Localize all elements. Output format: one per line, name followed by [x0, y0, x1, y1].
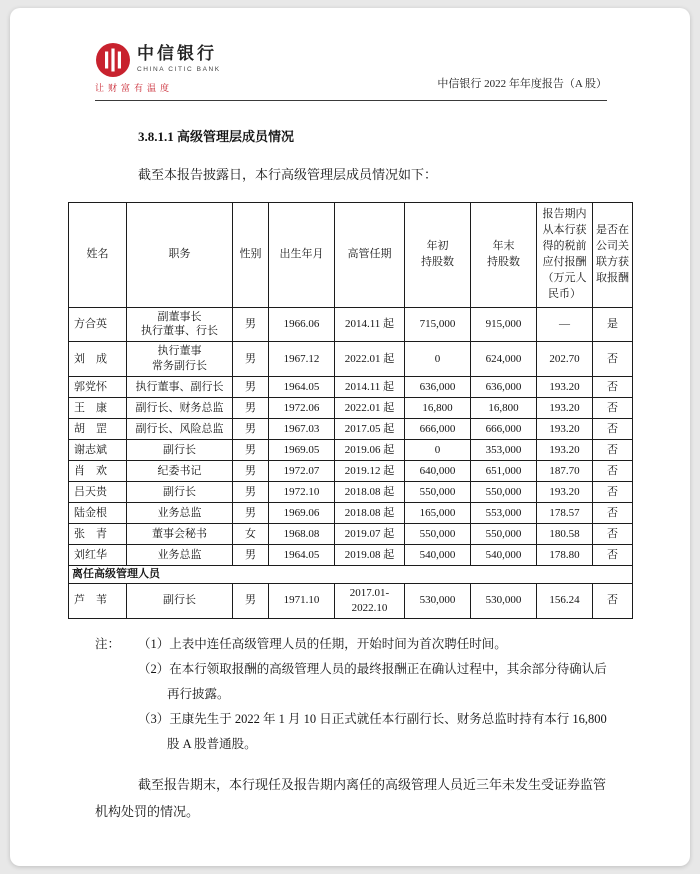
cell-term: 2014.11 起 [335, 377, 405, 398]
cell-name: 张 青 [69, 524, 127, 545]
cell-term: 2019.07 起 [335, 524, 405, 545]
table-row [69, 482, 633, 503]
cell-related-party-pay: 否 [593, 440, 633, 461]
group-row [69, 566, 633, 584]
cell-remuneration: 193.20 [537, 398, 593, 419]
cell-shares-end: 353,000 [471, 440, 537, 461]
cell-remuneration: — [537, 307, 593, 342]
cell-shares-end: 550,000 [471, 524, 537, 545]
citic-emblem-icon [95, 42, 131, 78]
cell-position: 纪委书记 [127, 461, 233, 482]
cell-gender: 男 [233, 398, 269, 419]
intro-paragraph: 截至本报告披露日，本行高级管理层成员情况如下： [138, 167, 438, 182]
cell-remuneration: 156.24 [537, 583, 593, 618]
cell-shares-end: 666,000 [471, 419, 537, 440]
cell-position: 业务总监 [127, 545, 233, 566]
col-header-term: 高管任期 [335, 203, 405, 308]
cell-position: 执行董事 常务副行长 [127, 342, 233, 377]
cell-birth-date: 1964.05 [269, 377, 335, 398]
cell-shares-end: 651,000 [471, 461, 537, 482]
bank-logo [95, 42, 221, 94]
col-header-shares-start: 年初 持股数 [405, 203, 471, 308]
cell-gender: 男 [233, 440, 269, 461]
cell-birth-date: 1966.06 [269, 307, 335, 342]
page-header [95, 42, 607, 101]
cell-remuneration: 178.57 [537, 503, 593, 524]
cell-gender: 女 [233, 524, 269, 545]
cell-gender: 男 [233, 503, 269, 524]
cell-birth-date: 1969.05 [269, 440, 335, 461]
cell-remuneration: 193.20 [537, 419, 593, 440]
cell-position: 副行长、风险总监 [127, 419, 233, 440]
table-body [69, 307, 633, 618]
report-title: 中信银行 2022 年年度报告（A 股） [437, 78, 607, 90]
cell-position: 执行董事、副行长 [127, 377, 233, 398]
table-row [69, 398, 633, 419]
cell-gender: 男 [233, 583, 269, 618]
table-head [69, 203, 633, 308]
cell-name: 胡 罡 [69, 419, 127, 440]
cell-birth-date: 1969.06 [269, 503, 335, 524]
cell-shares-start: 0 [405, 342, 471, 377]
cell-position: 副董事长 执行董事、行长 [127, 307, 233, 342]
cell-shares-end: 915,000 [471, 307, 537, 342]
cell-shares-start: 640,000 [405, 461, 471, 482]
cell-remuneration: 193.20 [537, 440, 593, 461]
note-item-1: （1）上表中连任高级管理人员的任期，开始时间为首次聘任时间。 [138, 636, 507, 651]
table-row [69, 342, 633, 377]
header-divider [95, 100, 607, 101]
cell-birth-date: 1972.10 [269, 482, 335, 503]
table-row [69, 377, 633, 398]
cell-remuneration: 178.80 [537, 545, 593, 566]
note-item-2: （2）在本行领取报酬的高级管理人员的最终报酬正在确认过程中，其余部分待确认后再行披露。 [138, 661, 607, 701]
cell-related-party-pay: 否 [593, 583, 633, 618]
cell-related-party-pay: 否 [593, 524, 633, 545]
table-row [69, 461, 633, 482]
table-row [69, 524, 633, 545]
cell-shares-end: 636,000 [471, 377, 537, 398]
notes-block [95, 632, 607, 757]
cell-name: 方合英 [69, 307, 127, 342]
cell-remuneration: 193.20 [537, 377, 593, 398]
cell-remuneration: 187.70 [537, 461, 593, 482]
col-header-name: 姓名 [69, 203, 127, 308]
cell-name: 肖 欢 [69, 461, 127, 482]
cell-birth-date: 1964.05 [269, 545, 335, 566]
cell-gender: 男 [233, 482, 269, 503]
cell-shares-start: 550,000 [405, 524, 471, 545]
notes-label: 注： [95, 636, 121, 651]
cell-gender: 男 [233, 307, 269, 342]
col-header-gender: 性别 [233, 203, 269, 308]
cell-gender: 男 [233, 545, 269, 566]
cell-term: 2022.01 起 [335, 398, 405, 419]
cell-birth-date: 1971.10 [269, 583, 335, 618]
cell-gender: 男 [233, 377, 269, 398]
cell-remuneration: 193.20 [537, 482, 593, 503]
cell-name: 陆金根 [69, 503, 127, 524]
cell-related-party-pay: 否 [593, 482, 633, 503]
cell-birth-date: 1967.12 [269, 342, 335, 377]
cell-related-party-pay: 否 [593, 419, 633, 440]
cell-position: 副行长、财务总监 [127, 398, 233, 419]
cell-birth-date: 1972.06 [269, 398, 335, 419]
table-row [69, 419, 633, 440]
cell-birth-date: 1972.07 [269, 461, 335, 482]
cell-position: 副行长 [127, 440, 233, 461]
cell-birth-date: 1968.08 [269, 524, 335, 545]
cell-shares-end: 530,000 [471, 583, 537, 618]
cell-related-party-pay: 否 [593, 342, 633, 377]
cell-remuneration: 180.58 [537, 524, 593, 545]
cell-shares-start: 636,000 [405, 377, 471, 398]
cell-term: 2018.08 起 [335, 482, 405, 503]
col-header-birth-date: 出生年月 [269, 203, 335, 308]
table-row [69, 307, 633, 342]
cell-shares-start: 530,000 [405, 583, 471, 618]
cell-name: 王 康 [69, 398, 127, 419]
cell-related-party-pay: 是 [593, 307, 633, 342]
closing-paragraph: 截至报告期末，本行现任及报告期内离任的高级管理人员近三年未发生受证券监管机构处罚的情况。 [95, 776, 607, 820]
col-header-related-party-pay: 是否在 公司关 联方获 取报酬 [593, 203, 633, 308]
cell-shares-end: 553,000 [471, 503, 537, 524]
cell-shares-end: 540,000 [471, 545, 537, 566]
cell-term: 2018.08 起 [335, 503, 405, 524]
cell-term: 2017.01- 2022.10 [335, 583, 405, 618]
table-row [69, 545, 633, 566]
cell-term: 2019.12 起 [335, 461, 405, 482]
cell-gender: 男 [233, 461, 269, 482]
cell-shares-end: 624,000 [471, 342, 537, 377]
note-item-3: （3）王康先生于 2022 年 1 月 10 日正式就任本行副行长、财务总监时持有本行 16,800 股 A 股普通股。 [138, 711, 607, 751]
management-table [68, 202, 633, 619]
cell-shares-start: 16,800 [405, 398, 471, 419]
cell-term: 2014.11 起 [335, 307, 405, 342]
section-heading: 3.8.1.1 高级管理层成员情况 [138, 129, 295, 144]
table-row [69, 503, 633, 524]
cell-shares-start: 165,000 [405, 503, 471, 524]
cell-shares-end: 16,800 [471, 398, 537, 419]
cell-gender: 男 [233, 342, 269, 377]
cell-position: 副行长 [127, 583, 233, 618]
cell-related-party-pay: 否 [593, 461, 633, 482]
group-label: 离任高级管理人员 [69, 566, 633, 584]
cell-remuneration: 202.70 [537, 342, 593, 377]
cell-term: 2019.06 起 [335, 440, 405, 461]
col-header-position: 职务 [127, 203, 233, 308]
table-row [69, 583, 633, 618]
cell-term: 2019.08 起 [335, 545, 405, 566]
cell-name: 刘红华 [69, 545, 127, 566]
cell-name: 郭党怀 [69, 377, 127, 398]
cell-related-party-pay: 否 [593, 398, 633, 419]
bank-name-cn: 中信银行 [137, 44, 217, 63]
cell-position: 董事会秘书 [127, 524, 233, 545]
cell-name: 芦 苇 [69, 583, 127, 618]
table-row [69, 440, 633, 461]
cell-term: 2022.01 起 [335, 342, 405, 377]
cell-position: 业务总监 [127, 503, 233, 524]
cell-related-party-pay: 否 [593, 545, 633, 566]
cell-position: 副行长 [127, 482, 233, 503]
cell-name: 谢志斌 [69, 440, 127, 461]
cell-related-party-pay: 否 [593, 377, 633, 398]
cell-name: 吕天贵 [69, 482, 127, 503]
header-row [69, 203, 633, 308]
cell-shares-start: 715,000 [405, 307, 471, 342]
bank-name-en: CHINA CITIC BANK [137, 65, 221, 73]
col-header-remuneration: 报告期内 从本行获 得的税前 应付报酬 （万元人 民币） [537, 203, 593, 308]
report-page [10, 8, 690, 866]
cell-birth-date: 1967.03 [269, 419, 335, 440]
cell-gender: 男 [233, 419, 269, 440]
cell-shares-start: 550,000 [405, 482, 471, 503]
bank-slogan: 让财富有温度 [95, 83, 174, 93]
col-header-shares-end: 年末 持股数 [471, 203, 537, 308]
cell-term: 2017.05 起 [335, 419, 405, 440]
cell-shares-start: 0 [405, 440, 471, 461]
cell-shares-start: 540,000 [405, 545, 471, 566]
cell-name: 刘 成 [69, 342, 127, 377]
cell-shares-end: 550,000 [471, 482, 537, 503]
cell-related-party-pay: 否 [593, 503, 633, 524]
cell-shares-start: 666,000 [405, 419, 471, 440]
